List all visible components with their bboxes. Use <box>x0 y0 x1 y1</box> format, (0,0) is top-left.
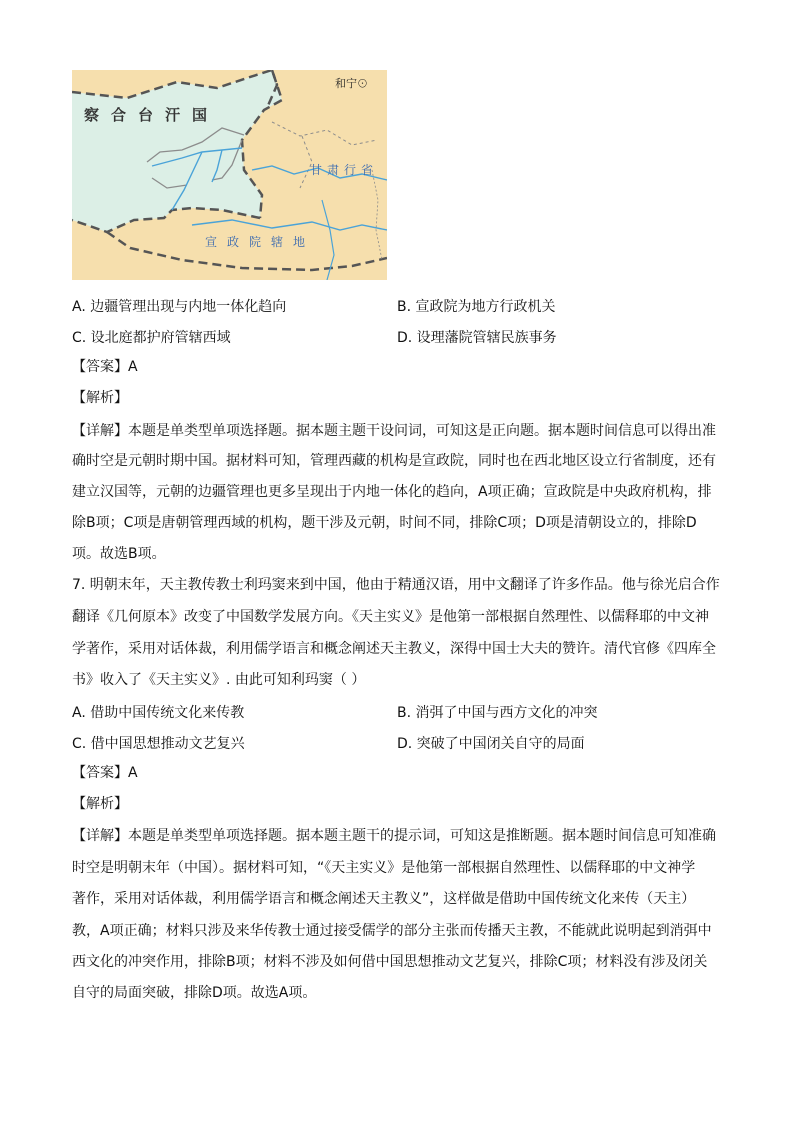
q6-detail-line-4: 除B项；C项是唐朝管理西域的机构，题干涉及元朝，时间不同，排除C项；D项是清朝设立的，排除D <box>72 515 697 531</box>
q6-option-d: D. 设理藩院管辖民族事务 <box>397 330 557 346</box>
q6-detail-line-3: 建立汉国等，元朝的边疆管理也更多呈现出于内地一体化的趋向，A项正确；宣政院是中央政府机构，排 <box>72 484 712 500</box>
q7-detail-line-6: 自守的局面突破，排除D项。故选A项。 <box>72 985 317 1001</box>
q6-detail-line-1: 【详解】本题是单类型单项选择题。据本题主题干设问词，可知这是正向题。据本题时间信息可以得出准 <box>72 423 716 439</box>
q7-answer: 【答案】A <box>72 765 138 781</box>
q7-option-b: B. 消弭了中国与西方文化的冲突 <box>397 705 598 721</box>
history-map <box>72 70 387 280</box>
q7-option-c: C. 借中国思想推动文艺复兴 <box>72 736 245 752</box>
chagatai-label: 察合台汗国 <box>84 107 220 124</box>
q7-stem-line-3: 学著作，采用对话体裁，利用儒学语言和概念阐述天主教义，深得中国士大夫的赞许。清代官修《四库全 <box>72 641 716 657</box>
q7-detail-line-5: 西文化的冲突作用，排除B项；材料不涉及如何借中国思想推动文艺复兴，排除C项；材料没有涉及闭关 <box>72 954 708 970</box>
xuanzheng-label: 宣政院辖地 <box>205 235 316 249</box>
q6-option-a: A. 边疆管理出现与内地一体化趋向 <box>72 299 287 315</box>
q7-option-d: D. 突破了中国闭关自守的局面 <box>397 736 585 752</box>
q6-option-b: B. 宣政院为地方行政机关 <box>397 299 556 315</box>
q6-answer: 【答案】A <box>72 359 138 375</box>
q7-stem-line-1: 7. 明朝末年，天主教传教士利玛窦来到中国，他由于精通汉语，用中文翻译了许多作品。他与徐光启合作 <box>72 577 720 593</box>
q7-option-a: A. 借助中国传统文化来传教 <box>72 705 245 721</box>
q6-option-c: C. 设北庭都护府管辖西域 <box>72 330 231 346</box>
q7-stem-line-4: 书》收入了《天主实义》. 由此可知利玛窦（ ） <box>72 672 366 688</box>
q6-detail-line-5: 项。故选B项。 <box>72 546 166 562</box>
q7-analysis-label: 【解析】 <box>72 796 128 812</box>
q7-detail-line-1: 【详解】本题是单类型单项选择题。据本题主题干的提示词，可知这是推断题。据本题时间信息可知准确 <box>72 828 716 844</box>
heningg-label: 和宁⊙ <box>335 78 368 90</box>
q7-detail-line-4: 教，A项正确；材料只涉及来华传教士通过接受儒学的部分主张而传播天主教，不能就此说明起到消弭中 <box>72 923 712 939</box>
q7-detail-line-2: 时空是明朝末年（中国）。据材料可知，“《天主实义》是他第一部根据自然理性、以儒释耶的中文神学 <box>72 860 696 876</box>
q7-stem-line-2: 翻译《几何原本》改变了中国数学发展方向。《天主实义》是他第一部根据自然理性、以儒释耶的中文神 <box>72 609 709 625</box>
q7-detail-line-3: 著作，采用对话体裁，利用儒学语言和概念阐述天主教义”，这样做是借助中国传统文化来传（天主） <box>72 891 696 907</box>
q6-analysis-label: 【解析】 <box>72 390 128 406</box>
gansu-label: 甘肃行省 <box>310 163 379 177</box>
q6-detail-line-2: 确时空是元朝时期中国。据材料可知，管理西藏的机构是宣政院，同时也在西北地区设立行省制度，还有 <box>72 453 716 469</box>
